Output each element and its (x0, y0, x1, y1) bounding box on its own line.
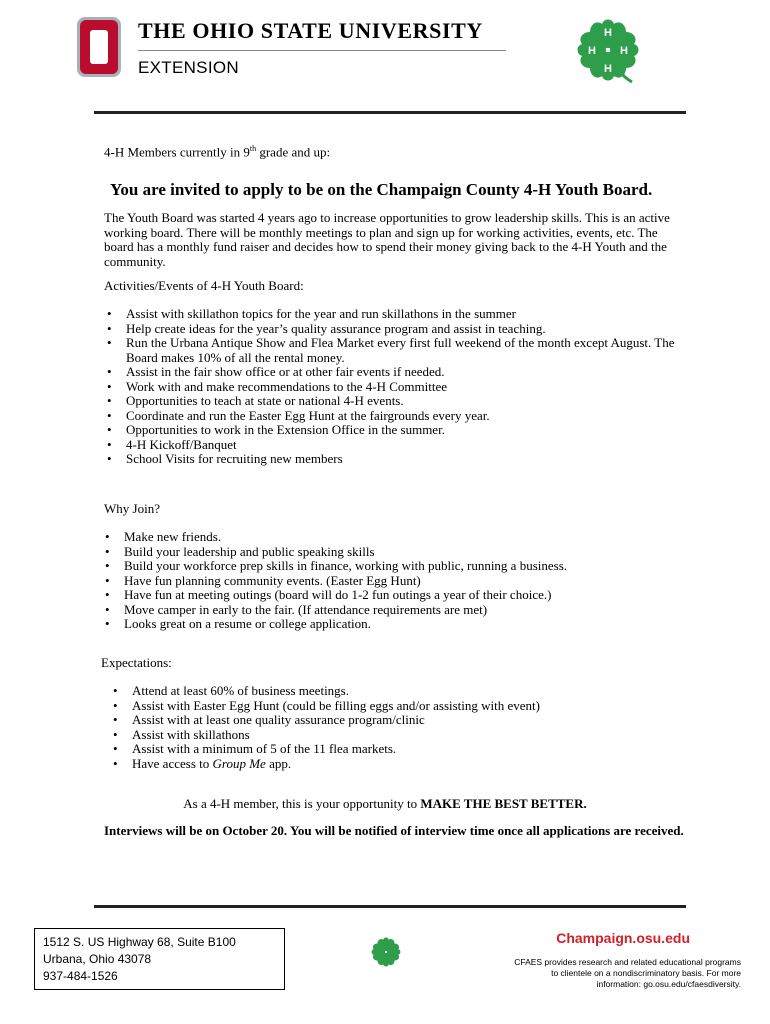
address-box (34, 928, 285, 990)
list-item: • Assist with at least one quality assurance program/clinic (110, 713, 690, 728)
osu-block-o-logo (76, 16, 122, 78)
list-item: • Attend at least 60% of business meetings. (110, 684, 690, 699)
cfaes-notice: CFAES provides research and related educational programs to clientele on a nondiscriminatory basis. For more information: go.osu.edu/cfaesdiversity. (514, 957, 741, 989)
intro-line: 4-H Members currently in 9th grade and up: (104, 144, 331, 160)
list-item: • Have fun planning community events. (Easter Egg Hunt) (102, 574, 692, 589)
four-h-clover-logo (570, 12, 646, 88)
list-item: • Run the Urbana Antique Show and Flea Market every first full weekend of the month except August. The Board makes 10% of all the rental money. (104, 336, 694, 365)
clover-letter-left: H (588, 45, 596, 57)
list-item: • Build your leadership and public speaking skills (102, 545, 692, 560)
why-join-label: Why Join? (104, 501, 160, 516)
list-item: • Assist with skillathons (110, 728, 690, 743)
list-item: • Have fun at meeting outings (board will do 1-2 fun outings a year of their choice.) (102, 588, 692, 603)
bottom-divider (94, 905, 686, 908)
list-item: • Coordinate and run the Easter Egg Hunt at the fairgrounds every year. (104, 409, 694, 424)
address-line: 1512 S. US Highway 68, Suite B100 (43, 935, 236, 949)
clover-letter-top: H (604, 27, 612, 39)
list-item: • School Visits for recruiting new members (104, 452, 694, 467)
list-item: • Opportunities to work in the Extension Office in the summer. (104, 423, 694, 438)
list-item: • Build your workforce prep skills in finance, working with public, running a business. (102, 559, 692, 574)
list-item: • Assist with skillathon topics for the year and run skillathons in the summer (104, 307, 694, 322)
list-item: • Work with and make recommendations to the 4-H Committee (104, 380, 694, 395)
page-heading: You are invited to apply to be on the Champaign County 4-H Youth Board. (110, 180, 653, 199)
interviews-notice: Interviews will be on October 20. You will be notified of interview time once all applications are received. (104, 823, 684, 838)
list-item: • Help create ideas for the year’s quality assurance program and assist in teaching. (104, 322, 694, 337)
expectations-list (110, 684, 690, 771)
header-divider (138, 50, 506, 51)
activities-list (104, 307, 694, 467)
list-item: • Assist with a minimum of 5 of the 11 flea markets. (110, 742, 690, 757)
address-city: Urbana, Ohio 43078 (43, 952, 152, 966)
list-item: • Have access to Group Me app. (110, 757, 690, 772)
clover-letter-bottom: H (604, 63, 612, 75)
clover-letter-right: H (620, 45, 628, 57)
why-join-list (102, 530, 692, 632)
list-item: • Looks great on a resume or college application. (102, 617, 692, 632)
list-item: • Make new friends. (102, 530, 692, 545)
four-h-clover-small-icon (368, 934, 404, 970)
description-paragraph: The Youth Board was started 4 years ago to increase opportunities to grow leadership skills. This is an active working board. There will be monthly meetings to plan and sign up for working activities, events, etc. The board has a monthly fund raiser and decides how to spend their money giving back to the 4-H Youth and the community. (104, 210, 670, 269)
list-item: • 4-H Kickoff/Banquet (104, 438, 694, 453)
activities-label: Activities/Events of 4-H Youth Board: (104, 278, 304, 293)
list-item: • Assist with Easter Egg Hunt (could be filling eggs and/or assisting with event) (110, 699, 690, 714)
phone-number: 937-484-1526 (43, 969, 118, 983)
top-divider (94, 111, 686, 114)
closing-statement: As a 4-H member, this is your opportunity to MAKE THE BEST BETTER. (183, 796, 587, 811)
university-name: THE OHIO STATE UNIVERSITY (138, 18, 483, 43)
expectations-label: Expectations: (101, 655, 172, 670)
list-item: • Assist in the fair show office or at other fair events if needed. (104, 365, 694, 380)
website-link[interactable]: Champaign.osu.edu (556, 930, 690, 946)
extension-label: EXTENSION (138, 58, 239, 77)
list-item: • Opportunities to teach at state or national 4-H events. (104, 394, 694, 409)
list-item: • Move camper in early to the fair. (If attendance requirements are met) (102, 603, 692, 618)
